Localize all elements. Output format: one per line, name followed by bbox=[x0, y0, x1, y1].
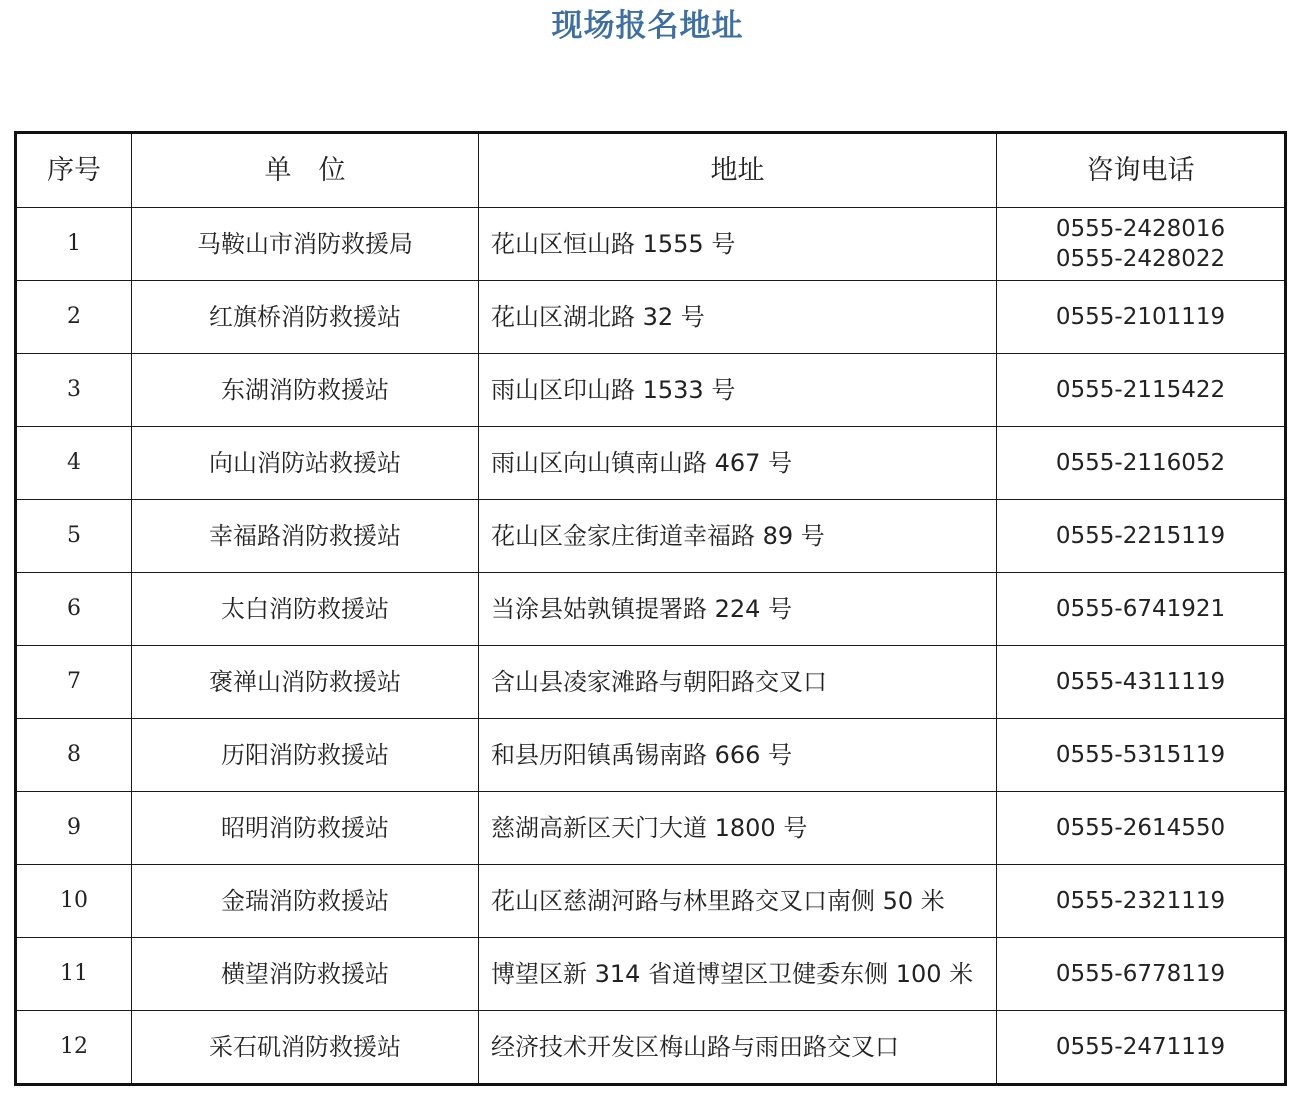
cell-phone bbox=[997, 208, 1286, 281]
cell-index: 2 bbox=[16, 281, 132, 354]
cell-unit: 向山消防站救援站 bbox=[132, 427, 479, 500]
table-row bbox=[16, 1011, 1286, 1085]
table-row bbox=[16, 208, 1286, 281]
cell-unit: 金瑞消防救援站 bbox=[132, 865, 479, 938]
phone-number: 0555-2471119 bbox=[1055, 1034, 1226, 1060]
cell-phone bbox=[997, 938, 1286, 1011]
table-row bbox=[16, 865, 1286, 938]
table-row bbox=[16, 719, 1286, 792]
phone-number: 0555-2116052 bbox=[1055, 450, 1226, 476]
cell-phone bbox=[997, 1011, 1286, 1085]
cell-index: 6 bbox=[16, 573, 132, 646]
cell-address: 花山区慈湖河路与林里路交叉口南侧 50 米 bbox=[479, 865, 997, 938]
cell-index: 5 bbox=[16, 500, 132, 573]
phone-number: 0555-2428016 bbox=[1055, 216, 1226, 242]
cell-phone bbox=[997, 719, 1286, 792]
phone-number: 0555-2428022 bbox=[1055, 246, 1226, 272]
cell-index: 7 bbox=[16, 646, 132, 719]
cell-index: 8 bbox=[16, 719, 132, 792]
phone-number: 0555-2215119 bbox=[1055, 523, 1226, 549]
cell-index: 9 bbox=[16, 792, 132, 865]
table-row bbox=[16, 500, 1286, 573]
cell-phone bbox=[997, 792, 1286, 865]
cell-address: 慈湖高新区天门大道 1800 号 bbox=[479, 792, 997, 865]
cell-index: 1 bbox=[16, 208, 132, 281]
cell-phone bbox=[997, 281, 1286, 354]
cell-phone bbox=[997, 500, 1286, 573]
cell-unit: 褒禅山消防救援站 bbox=[132, 646, 479, 719]
registration-table-container bbox=[14, 131, 1284, 1086]
cell-phone bbox=[997, 865, 1286, 938]
phone-number: 0555-2101119 bbox=[1055, 304, 1226, 330]
phone-number: 0555-5315119 bbox=[1055, 742, 1226, 768]
cell-index: 12 bbox=[16, 1011, 132, 1085]
page-title: 现场报名地址 bbox=[551, 8, 744, 44]
cell-index: 11 bbox=[16, 938, 132, 1011]
cell-address: 花山区恒山路 1555 号 bbox=[479, 208, 997, 281]
table-row bbox=[16, 792, 1286, 865]
phone-number: 0555-2614550 bbox=[1055, 815, 1226, 841]
cell-index: 4 bbox=[16, 427, 132, 500]
phone-number: 0555-2321119 bbox=[1055, 888, 1226, 914]
cell-address: 雨山区印山路 1533 号 bbox=[479, 354, 997, 427]
cell-address: 含山县凌家滩路与朝阳路交叉口 bbox=[479, 646, 997, 719]
cell-address: 经济技术开发区梅山路与雨田路交叉口 bbox=[479, 1011, 997, 1085]
cell-phone bbox=[997, 354, 1286, 427]
cell-unit: 昭明消防救援站 bbox=[132, 792, 479, 865]
table-row bbox=[16, 281, 1286, 354]
phone-number: 0555-6778119 bbox=[1055, 961, 1226, 987]
cell-index: 10 bbox=[16, 865, 132, 938]
table-body bbox=[16, 208, 1286, 1085]
cell-phone bbox=[997, 427, 1286, 500]
header-index: 序号 bbox=[16, 133, 132, 208]
cell-unit: 采石矶消防救援站 bbox=[132, 1011, 479, 1085]
cell-phone bbox=[997, 646, 1286, 719]
cell-unit: 马鞍山市消防救援局 bbox=[132, 208, 479, 281]
cell-address: 花山区金家庄街道幸福路 89 号 bbox=[479, 500, 997, 573]
phone-number: 0555-4311119 bbox=[1055, 669, 1226, 695]
header-address: 地址 bbox=[479, 133, 997, 208]
header-unit: 单 位 bbox=[132, 133, 479, 208]
cell-index: 3 bbox=[16, 354, 132, 427]
cell-unit: 太白消防救援站 bbox=[132, 573, 479, 646]
cell-unit: 幸福路消防救援站 bbox=[132, 500, 479, 573]
phone-number: 0555-6741921 bbox=[1055, 596, 1226, 622]
cell-address: 花山区湖北路 32 号 bbox=[479, 281, 997, 354]
cell-unit: 历阳消防救援站 bbox=[132, 719, 479, 792]
cell-unit: 东湖消防救援站 bbox=[132, 354, 479, 427]
table-header-row bbox=[16, 133, 1286, 208]
registration-address-table bbox=[14, 131, 1287, 1086]
phone-number: 0555-2115422 bbox=[1055, 377, 1226, 403]
cell-unit: 红旗桥消防救援站 bbox=[132, 281, 479, 354]
table-row bbox=[16, 573, 1286, 646]
cell-address: 和县历阳镇禹锡南路 666 号 bbox=[479, 719, 997, 792]
cell-phone bbox=[997, 573, 1286, 646]
header-phone: 咨询电话 bbox=[997, 133, 1286, 208]
table-row bbox=[16, 938, 1286, 1011]
cell-unit: 横望消防救援站 bbox=[132, 938, 479, 1011]
table-row bbox=[16, 354, 1286, 427]
cell-address: 博望区新 314 省道博望区卫健委东侧 100 米 bbox=[479, 938, 997, 1011]
table-row bbox=[16, 427, 1286, 500]
table-row bbox=[16, 646, 1286, 719]
cell-address: 雨山区向山镇南山路 467 号 bbox=[479, 427, 997, 500]
cell-address: 当涂县姑孰镇提署路 224 号 bbox=[479, 573, 997, 646]
